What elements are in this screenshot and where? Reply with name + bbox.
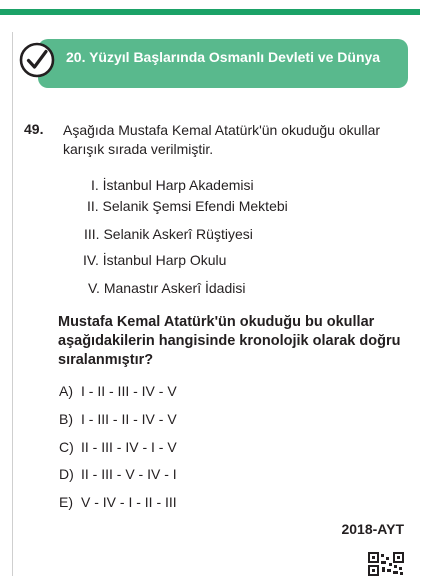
option-letter: E) — [59, 494, 73, 510]
question-number: 49. — [24, 121, 44, 137]
qr-code-icon — [368, 552, 404, 576]
option-text: I - II - III - IV - V — [81, 383, 177, 399]
option-text: II - III - IV - I - V — [81, 439, 177, 455]
option-letter: C) — [59, 439, 74, 455]
left-margin-rule — [12, 32, 13, 576]
option-text: II - III - V - IV - I — [81, 466, 177, 482]
topic-title: 20. Yüzyıl Başlarında Osmanlı Devleti ve Dünya — [66, 49, 381, 65]
school-item-2: II. Selanik Şemsi Efendi Mektebi — [87, 198, 288, 214]
option-letter: D) — [59, 466, 74, 482]
school-item-1: I. İstanbul Harp Akademisi — [91, 177, 254, 193]
school-item-3: III. Selanik Askerî Rüştiyesi — [84, 226, 253, 242]
check-circle-icon — [19, 42, 55, 78]
school-item-5: V. Manastır Askerî İdadisi — [88, 280, 246, 296]
school-item-4: IV. İstanbul Harp Okulu — [83, 252, 227, 268]
option-b[interactable] — [59, 410, 177, 428]
option-text: V - IV - I - II - III — [81, 494, 177, 510]
option-e[interactable] — [59, 493, 177, 511]
option-a[interactable] — [59, 382, 177, 400]
exam-source-tag: 2018-AYT — [341, 521, 404, 537]
top-accent-bar — [0, 9, 420, 15]
option-c[interactable] — [59, 438, 177, 456]
question-prompt: Mustafa Kemal Atatürk'ün okuduğu bu okullar aşağıdakilerin hangisinde kronolojik olarak doğru sıralanmıştır? — [58, 314, 401, 368]
option-d[interactable] — [59, 465, 177, 483]
option-text: I - III - II - IV - V — [81, 411, 177, 427]
question-stem: Aşağıda Mustafa Kemal Atatürk'ün okuduğu okullar karışık sırada verilmiştir. — [63, 122, 381, 157]
option-letter: A) — [59, 383, 73, 399]
option-letter: B) — [59, 411, 73, 427]
